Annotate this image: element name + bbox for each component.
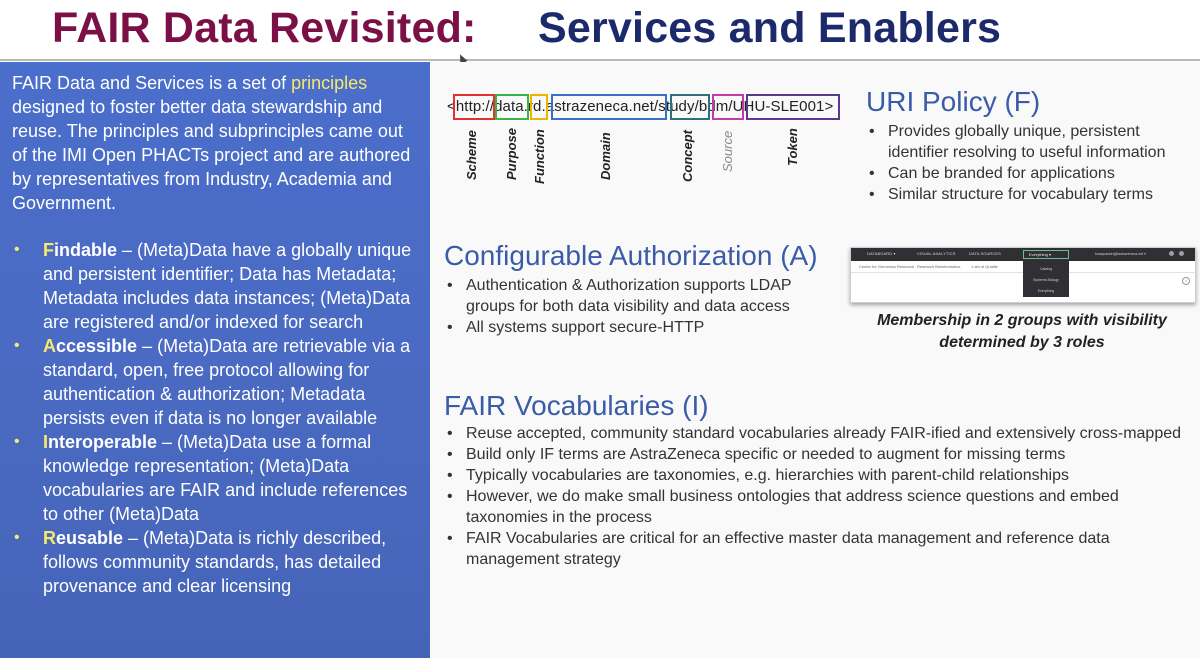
title-part-1: FAIR Data Revisited: — [52, 4, 477, 52]
screenshot-dropdown-menu — [1023, 261, 1069, 297]
screenshot-close-icon: × — [1182, 277, 1190, 285]
screenshot-menu-item: Systems Biology — [1033, 278, 1059, 282]
screenshot-user: bowquackerj@astrazeneca.net ▾ — [1095, 252, 1146, 256]
uri-segment-box-scheme — [453, 94, 495, 120]
uri-label-purpose: Purpose — [504, 127, 519, 180]
screenshot-menu-item: Catalog — [1039, 267, 1053, 271]
title-divider — [0, 59, 1200, 61]
fair-principles-panel — [0, 62, 430, 658]
slide-title — [0, 0, 1200, 58]
screenshot-dropdown: Everything ▾ — [1023, 250, 1069, 259]
principle-name: nteroperable — [48, 432, 158, 452]
screenshot-filter: Center for Genomics Research — [859, 264, 915, 269]
uri-label-source: Source — [720, 130, 735, 172]
authorization-screenshot — [850, 247, 1196, 303]
uri-label-scheme: Scheme — [464, 130, 479, 180]
intro-text-before: FAIR Data and Services is a set of — [12, 73, 292, 93]
principle-reusable — [12, 526, 424, 598]
authorization-heading: Configurable Authorization (A) — [444, 240, 818, 271]
vocabularies-heading: FAIR Vocabularies (I) — [444, 390, 709, 421]
intro-highlight: principles — [291, 73, 368, 93]
principle-name: ccessible — [56, 336, 138, 356]
intro-text-after: designed to foster better data stewardship and reuse. The principles and subprinciples came out of the IMI Open PHACTs project and are authored by representatives from Industry, Academia and Government. — [12, 97, 411, 213]
uri-label-token: Token — [785, 128, 800, 166]
uri-policy-heading: URI Policy (F) — [866, 86, 1041, 117]
uri-segment-box-domain — [551, 94, 667, 120]
principle-initial: F — [43, 240, 54, 260]
bullet-icon: • — [14, 337, 20, 354]
authorization-bullet: • All systems support secure-HTTP — [444, 317, 844, 338]
screenshot-filter: Research Bioinformatics — [917, 264, 961, 269]
vocabularies-bullet: • However, we do make small business ontologies that address science questions and embed taxonomies in the process — [444, 486, 1184, 528]
vocabularies-bullet: • Typically vocabularies are taxonomies, e.g. hierarchies with parent-child relationships — [444, 465, 1184, 486]
principles-list — [12, 238, 424, 598]
principle-name: eusable — [56, 528, 124, 548]
uri-label-domain: Domain — [598, 132, 613, 180]
screenshot-filter: 1 ahi ut Qualite — [971, 264, 998, 269]
principle-initial: I — [43, 432, 49, 452]
principle-findable — [12, 238, 424, 334]
uri-segment-box-concept — [670, 94, 710, 120]
screenshot-gear-icon — [1179, 251, 1184, 256]
uri-segment-box-token — [746, 94, 840, 120]
vocabularies-bullet: • Build only IF terms are AstraZeneca specific or needed to augment for missing terms — [444, 444, 1184, 465]
screenshot-nav-data-sources: DATA SOURCES — [969, 251, 1001, 256]
principle-description: – (Meta)Data have a globally unique and persistent identifier; Data has Metadata; Metadata includes data instances; (Meta)Data are registered and/or indexed for search — [43, 240, 412, 332]
uri-structure-diagram — [444, 92, 864, 192]
vocabularies-bullet: • FAIR Vocabularies are critical for an effective master data management and reference data management strategy — [444, 528, 1184, 570]
bullet-icon: • — [14, 433, 20, 450]
title-part-2: Services and Enablers — [538, 4, 1002, 52]
principle-accessible — [12, 334, 424, 430]
screenshot-menu-item: Everything — [1037, 289, 1055, 293]
principle-initial: R — [43, 528, 56, 548]
principle-name: indable — [54, 240, 118, 260]
bullet-icon: • — [14, 241, 20, 258]
uri-label-function: Function — [532, 129, 547, 184]
intro-paragraph — [12, 71, 422, 215]
uri-segment-box-source — [712, 94, 744, 120]
principle-description: – (Meta)Data use a formal knowledge representation; (Meta)Data vocabularies are FAIR and include references to other (Meta)Data — [43, 432, 408, 524]
authorization-bullets — [444, 275, 844, 338]
uri-policy-bullet: • Similar structure for vocabulary terms — [866, 184, 1200, 205]
uri-policy-bullet: • Can be branded for applications — [866, 163, 1200, 184]
authorization-caption: Membership in 2 groups with visibility determined by 3 roles — [877, 312, 1167, 351]
bullet-icon: • — [14, 529, 20, 546]
vocabularies-bullets — [444, 423, 1184, 570]
uri-policy-bullet: • Provides globally unique, persistent identifier resolving to useful information — [866, 121, 1200, 163]
vocabularies-bullet: • Reuse accepted, community standard vocabularies already FAIR-ified and extensively cross-mapped — [444, 423, 1184, 444]
principle-initial: A — [43, 336, 56, 356]
uri-segment-box-purpose — [495, 94, 529, 120]
screenshot-nav-databoard: DATABOARD ▾ — [867, 251, 896, 256]
principle-interoperable — [12, 430, 424, 526]
screenshot-cloud-icon — [1169, 251, 1174, 256]
principle-description: – (Meta)Data are retrievable via a standard, open, free protocol allowing for authentication & authorization; Metadata persists even if data is no longer available — [43, 336, 411, 428]
screenshot-nav-visual-analytics: VISUAL ANALYTICS — [917, 251, 956, 256]
uri-segment-box-function — [530, 94, 548, 120]
uri-example: <http://data.rd.astrazeneca.net/study/bdm/UHU-SLE001> — [447, 98, 834, 115]
principle-description: – (Meta)Data is richly described, follows community standards, has detailed provenance and clear licensing — [43, 528, 387, 596]
uri-label-concept: Concept — [680, 130, 695, 182]
authorization-bullet: • Authentication & Authorization supports LDAP groups for both data visibility and data access — [444, 275, 844, 317]
uri-policy-bullets — [866, 121, 1200, 205]
